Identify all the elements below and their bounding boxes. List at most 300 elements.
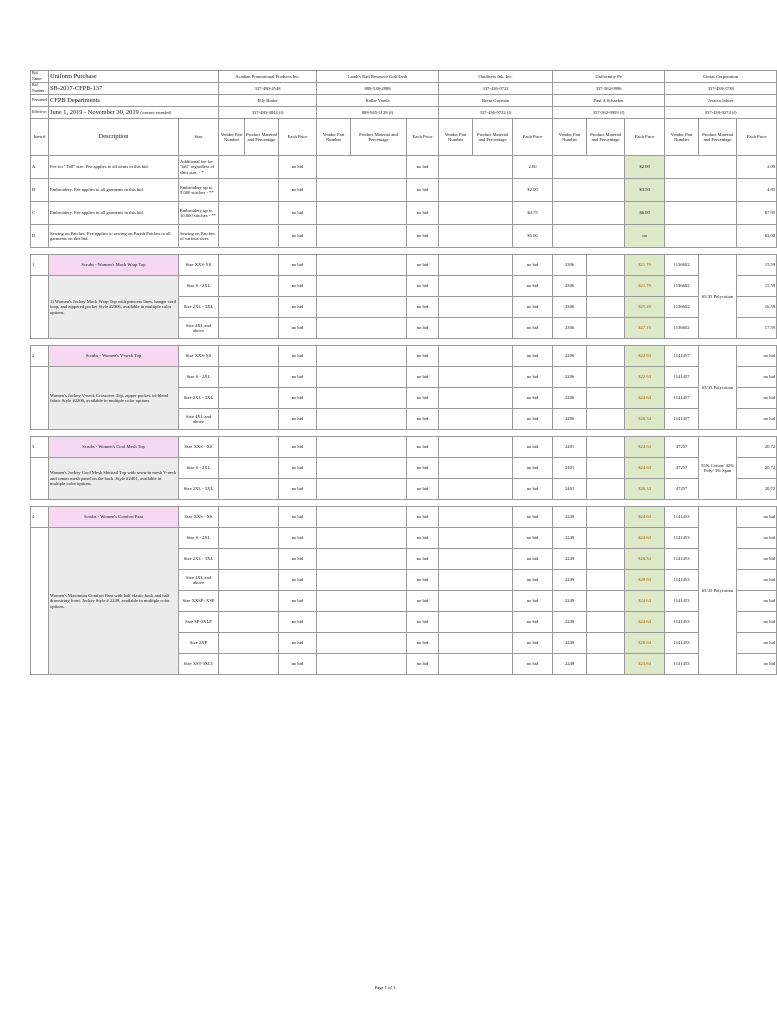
vendor-5-part-number: 1141457 — [665, 409, 699, 430]
vendor-5-part-number: 1141453 — [665, 633, 699, 654]
size-label: Size XST-3XLT — [179, 654, 219, 675]
vendor-5-fax: 337-439-9274 (f) — [665, 107, 777, 119]
addon-size: Embroidery up to 10,000 stitches - ** — [179, 202, 219, 225]
vendor-4-part-number: 2306 — [553, 297, 587, 318]
size-label: Size S - 2XL — [179, 458, 219, 479]
vendor-2-contact: Kallie Varela — [317, 95, 439, 107]
vendor-3-blank — [439, 591, 513, 612]
vendor-1-blank — [219, 367, 279, 388]
vendor-1-price: no bid — [279, 225, 317, 248]
vendor-5-part-number: 1141453 — [665, 507, 699, 528]
product-description: Women's Jockey V-neck Crossover Top, zipper pocket, tri-blend fabric Style #2206, available in multiple color options. — [49, 367, 179, 430]
vendor-3-price: no bid — [513, 633, 553, 654]
size-label: Size XXS-XS — [179, 255, 219, 276]
vendor-4-material — [587, 633, 625, 654]
vendor-3-phone: 337-436-9722 — [439, 83, 553, 95]
col-material-pct: Product Material and Percentage — [699, 119, 737, 156]
col-each-price: Each Price — [407, 119, 439, 156]
vendor-2-price: no bid — [407, 318, 439, 339]
vendor-2-price: no bid — [407, 633, 439, 654]
vendor-4-part-number: 2249 — [553, 528, 587, 549]
vendor-2-price: no bid — [407, 528, 439, 549]
vendor-4-price: $24.64 — [625, 458, 665, 479]
header-row — [31, 83, 777, 95]
vendor-3-blank — [439, 409, 513, 430]
vendor-1-fax: 337-480-3844 (f) — [219, 107, 317, 119]
vendor-4-blank — [553, 202, 625, 225]
vendor-3-price: no bid — [513, 479, 553, 500]
size-label: Size SP-3XLP — [179, 612, 219, 633]
vendor-5-material: 65/35 Polycotton — [699, 346, 737, 430]
vendor-3-blank — [439, 297, 513, 318]
vendor-1-price: no bid — [279, 633, 317, 654]
item-blank — [31, 367, 49, 430]
vendor-2-blank — [317, 409, 407, 430]
vendor-2-blank — [317, 458, 407, 479]
addon-row — [31, 156, 777, 179]
personnel-value: CFPB Departments — [49, 95, 219, 107]
vendor-3-blank — [439, 388, 513, 409]
vendor-2-price: no bid — [407, 276, 439, 297]
vendor-5-part-number: 47257 — [665, 437, 699, 458]
vendor-5-price: no bid — [737, 591, 777, 612]
vendor-1-blank — [219, 297, 279, 318]
vendor-5-material: 65/35 Polycotton — [699, 255, 737, 339]
size-label: Size XXS - XS — [179, 507, 219, 528]
col-each-price: Each Price — [513, 119, 553, 156]
col-size: Size — [179, 119, 219, 156]
vendor-3-blank — [439, 156, 513, 179]
product-row — [31, 346, 777, 367]
vendor-4-material — [587, 528, 625, 549]
vendor-1-blank — [219, 346, 279, 367]
vendor-1-blank — [219, 479, 279, 500]
vendor-2-blank — [317, 255, 407, 276]
vendor-5-price: no bid — [737, 633, 777, 654]
product-row — [31, 458, 777, 479]
vendor-4-price: $25.49 — [625, 297, 665, 318]
vendor-3-price: no bid — [513, 528, 553, 549]
vendor-1-blank — [219, 388, 279, 409]
addon-size: Additional fee for "tall" regardless of shirt size. - * — [179, 156, 219, 179]
vendor-2-price: no bid — [407, 507, 439, 528]
col-material-pct: Product Material and Percentage — [473, 119, 513, 156]
vendor-5-phone: 337-439-3738 — [665, 83, 777, 95]
vendor-4-material — [587, 654, 625, 675]
vendor-2-price: no bid — [407, 612, 439, 633]
personnel-label: Personnel — [31, 95, 49, 107]
vendor-4-phone: 337-562-9996 — [553, 83, 665, 95]
vendor-5-blank — [665, 156, 737, 179]
vendor-4-part-number: 2306 — [553, 318, 587, 339]
size-label: Size 2XL - 3XL — [179, 479, 219, 500]
vendor-3-price: no bid — [513, 654, 553, 675]
vendor-2-price: no bid — [407, 346, 439, 367]
vendor-4-material — [587, 346, 625, 367]
vendor-3-blank — [439, 276, 513, 297]
bid-table — [30, 70, 777, 675]
page-footer: Page 1 of 3 — [374, 985, 396, 990]
vendor-1-blank — [219, 507, 279, 528]
vendor-1-blank — [219, 458, 279, 479]
vendor-4-material — [587, 458, 625, 479]
vendor-3-blank — [439, 318, 513, 339]
product-row — [31, 528, 777, 549]
vendor-5-price: 20.72 — [737, 458, 777, 479]
vendor-3-price: no bid — [513, 507, 553, 528]
size-label: Size 2XL - 3XL — [179, 297, 219, 318]
vendor-2-blank — [317, 654, 407, 675]
vendor-5-part-number: 47257 — [665, 458, 699, 479]
product-description: Women's Jockey Cool Mesh Shirttail Top with sewn-in mesh V-neck and center mesh panel on the back. Style #2401, available in multiple color options. — [49, 458, 179, 500]
vendor-3-price: no bid — [513, 458, 553, 479]
vendor-4-part-number: 2401 — [553, 479, 587, 500]
product-title: Scrubs - Women's Comfort Pant — [49, 507, 179, 528]
vendor-5-price: 15.59 — [737, 276, 777, 297]
vendor-1-price: no bid — [279, 367, 317, 388]
vendor-4-price: $6.00 — [625, 202, 665, 225]
vendor-5-part-number: 1141453 — [665, 591, 699, 612]
vendor-2-blank — [317, 549, 407, 570]
product-row — [31, 437, 777, 458]
vendor-5-contact: Jessica Jaliter — [665, 95, 777, 107]
vendor-4-material — [587, 549, 625, 570]
vendor-5-price: no bid — [737, 549, 777, 570]
vendor-4-material — [587, 367, 625, 388]
vendor-5-part-number: 1141457 — [665, 346, 699, 367]
vendor-4-part-number: 2249 — [553, 570, 587, 591]
vendor-1-price: no bid — [279, 612, 317, 633]
vendor-3-price: no bid — [513, 318, 553, 339]
col-item: Item # — [31, 119, 49, 156]
item-number: 4 — [31, 507, 49, 528]
spacer-row — [31, 339, 777, 346]
vendor-3-blank — [439, 654, 513, 675]
vendor-5-price: no bid — [737, 507, 777, 528]
vendor-1-blank — [219, 549, 279, 570]
vendor-2-price: no bid — [407, 549, 439, 570]
vendor-3-price: no bid — [513, 255, 553, 276]
vendor-2-blank — [317, 507, 407, 528]
vendor-1-price: no bid — [279, 346, 317, 367]
vendor-2-price: no bid — [407, 367, 439, 388]
bid-number-value: SB-2017-CFPB-137 — [49, 83, 219, 95]
vendor-2-price: no bid — [407, 479, 439, 500]
vendor-1-blank — [219, 225, 279, 248]
vendor-4-price: $24.64 — [625, 507, 665, 528]
vendor-5-part-number: 47257 — [665, 479, 699, 500]
vendor-3-blank — [439, 346, 513, 367]
vendor-5-part-number: 1136602 — [665, 276, 699, 297]
col-material-pct: Product Material and Percentage — [245, 119, 279, 156]
vendor-3-price: $2.00 — [513, 179, 553, 202]
vendor-4-price: $26.34 — [625, 409, 665, 430]
vendor-1-blank — [219, 318, 279, 339]
col-each-price: Each Price — [625, 119, 665, 156]
vendor-1-price: no bid — [279, 255, 317, 276]
item-number: 1 — [31, 255, 49, 276]
vendor-1-price: no bid — [279, 297, 317, 318]
vendor-3-price: $5.00 — [513, 225, 553, 248]
vendor-4-fax: 337-562-9993 (f) — [553, 107, 665, 119]
vendor-1-blank — [219, 255, 279, 276]
vendor-5-price: no bid — [737, 612, 777, 633]
vendor-2-price: no bid — [407, 654, 439, 675]
col-vendor-part-number: Vendor Part Number — [553, 119, 587, 156]
vendor-1-price: no bid — [279, 654, 317, 675]
vendor-4-material — [587, 591, 625, 612]
vendor-4-material — [587, 479, 625, 500]
vendor-4-price: $21.79 — [625, 255, 665, 276]
addon-description: Embroidery. Fee applies to all garments in this bid. — [49, 179, 179, 202]
product-description: Women's Maximum Comfort Pant with half elastic back and half drawstring front. Jockey Style # 2249, available in multiple color options. — [49, 528, 179, 675]
vendor-1-blank — [219, 202, 279, 225]
vendor-4-price: $26.34 — [625, 479, 665, 500]
vendor-3-price: no bid — [513, 367, 553, 388]
item-number: D — [31, 225, 49, 248]
vendor-1-blank — [219, 276, 279, 297]
vendor-2-blank — [317, 528, 407, 549]
vendor-1-price: no bid — [279, 570, 317, 591]
item-number: C — [31, 202, 49, 225]
vendor-3-price: no bid — [513, 297, 553, 318]
vendor-4-blank — [553, 156, 625, 179]
bid-number-label: Bid Number: — [31, 83, 49, 95]
bid-sheet — [30, 70, 776, 675]
vendor-4-part-number: 2249 — [553, 549, 587, 570]
vendor-5-price: no bid — [737, 388, 777, 409]
vendor-3-price: no bid — [513, 409, 553, 430]
vendor-4-part-number: 2306 — [553, 255, 587, 276]
size-label: Size 4XL and above — [179, 570, 219, 591]
vendor-4-part-number: 2249 — [553, 591, 587, 612]
vendor-4-material — [587, 612, 625, 633]
vendor-2-price: no bid — [407, 225, 439, 248]
vendor-5-material: 55% Cotton/ 42% Poly/ 3% Span — [699, 437, 737, 500]
vendor-2-blank — [317, 612, 407, 633]
size-label: Size 2XP — [179, 633, 219, 654]
item-number: B — [31, 179, 49, 202]
size-label: Size S - 2XL — [179, 276, 219, 297]
vendor-2-blank — [317, 570, 407, 591]
vendor-4-part-number: 2249 — [553, 612, 587, 633]
vendor-4-material — [587, 437, 625, 458]
size-label: Size XXS-XS — [179, 346, 219, 367]
effective-dates-label: Effective: — [31, 107, 49, 119]
addon-size: Embroidery up to 5,000 stitches - ** — [179, 179, 219, 202]
size-label: Size S - 2XL — [179, 367, 219, 388]
vendor-2-blank — [317, 633, 407, 654]
vendor-2-price: no bid — [407, 388, 439, 409]
col-vendor-part-number: Vendor Part Number — [439, 119, 473, 156]
vendor-5-price: no bid — [737, 409, 777, 430]
vendor-3-blank — [439, 633, 513, 654]
vendor-4-price: $27.19 — [625, 318, 665, 339]
vendor-5-part-number: 1141453 — [665, 528, 699, 549]
vendor-5-part-number: 1141453 — [665, 549, 699, 570]
vendor-3-price: 2.00 — [513, 156, 553, 179]
vendor-3-blank — [439, 458, 513, 479]
vendor-4-blank — [553, 225, 625, 248]
vendor-5-blank — [665, 179, 737, 202]
bid-name-label: Bid Name: — [31, 71, 49, 83]
vendor-2-blank — [317, 225, 407, 248]
bid-name-value: Uniform Purchase — [49, 71, 219, 83]
vendor-4-material — [587, 276, 625, 297]
vendor-4-price: $26.34 — [625, 549, 665, 570]
addon-row — [31, 179, 777, 202]
header-row — [31, 107, 777, 119]
product-title: Scrubs - Women's Mock Wrap Top — [49, 255, 179, 276]
vendor-4-price: $22.94 — [625, 346, 665, 367]
vendor-4-price: $26.64 — [625, 633, 665, 654]
vendor-4-price: $24.64 — [625, 654, 665, 675]
vendor-1-price: no bid — [279, 156, 317, 179]
vendor-1-blank — [219, 633, 279, 654]
vendor-5-price: 4.95 — [737, 179, 777, 202]
header-row — [31, 95, 777, 107]
vendor-1-price: no bid — [279, 318, 317, 339]
spacer — [31, 430, 777, 437]
vendor-5-price: 20.72 — [737, 479, 777, 500]
vendor-5-price: 17.59 — [737, 318, 777, 339]
vendor-4-price: $24.64 — [625, 437, 665, 458]
vendor-5-material: 65/35 Polycotton — [699, 507, 737, 675]
vendor-1-price: no bid — [279, 528, 317, 549]
vendor-4-material — [587, 297, 625, 318]
vendor-1-blank — [219, 591, 279, 612]
vendor-2-blank — [317, 367, 407, 388]
vendor-2-price: no bid — [407, 255, 439, 276]
size-label: Size 2XL - 3XL — [179, 549, 219, 570]
product-title: Scrubs - Women's V-neck Top — [49, 346, 179, 367]
vendor-4-material — [587, 409, 625, 430]
vendor-2-price: no bid — [407, 458, 439, 479]
vendor-2-blank — [317, 179, 407, 202]
vendor-4-price: $2.00 — [625, 156, 665, 179]
vendor-4-price: $21.79 — [625, 276, 665, 297]
size-label: Size S - 2XL — [179, 528, 219, 549]
product-title: Scrubs - Women's Cool Mesh Top — [49, 437, 179, 458]
col-each-price: Each Price — [737, 119, 777, 156]
vendor-5-price: 16.59 — [737, 297, 777, 318]
vendor-1-blank — [219, 654, 279, 675]
spacer-row — [31, 500, 777, 507]
vendor-2-price: no bid — [407, 156, 439, 179]
vendor-2-blank — [317, 479, 407, 500]
spacer-row — [31, 430, 777, 437]
vendor-1-phone: 337-480-4548 — [219, 83, 317, 95]
vendor-4-price: $24.64 — [625, 591, 665, 612]
spacer — [31, 248, 777, 255]
vendor-5-price: no bid — [737, 570, 777, 591]
product-row — [31, 255, 777, 276]
vendor-1-name: Acadian Promotional Products Inc. — [219, 71, 317, 83]
vendor-4-part-number: 2206 — [553, 409, 587, 430]
vendor-5-price: $2.00 — [737, 225, 777, 248]
header-row — [31, 71, 777, 83]
vendor-5-price: 15.59 — [737, 255, 777, 276]
vendor-4-part-number: 2401 — [553, 437, 587, 458]
vendor-4-part-number: 2206 — [553, 346, 587, 367]
vendor-1-blank — [219, 409, 279, 430]
col-material-pct: Product Material and Percentage — [587, 119, 625, 156]
vendor-1-blank — [219, 528, 279, 549]
vendor-3-price: $4.75 — [513, 202, 553, 225]
vendor-3-blank — [439, 179, 513, 202]
vendor-2-price: no bid — [407, 179, 439, 202]
vendor-4-part-number: 2206 — [553, 388, 587, 409]
vendor-4-part-number: 2249 — [553, 633, 587, 654]
vendor-4-part-number: 2249 — [553, 654, 587, 675]
product-row — [31, 367, 777, 388]
addon-size: Sewing on Patches of various sizes — [179, 225, 219, 248]
vendor-1-price: no bid — [279, 179, 317, 202]
vendor-3-blank — [439, 202, 513, 225]
vendor-4-material — [587, 388, 625, 409]
vendor-5-part-number: 1136602 — [665, 255, 699, 276]
vendor-4-material — [587, 507, 625, 528]
vendor-1-price: no bid — [279, 202, 317, 225]
vendor-2-blank — [317, 437, 407, 458]
vendor-4-material — [587, 255, 625, 276]
vendor-3-price: no bid — [513, 591, 553, 612]
item-blank — [31, 528, 49, 675]
vendor-5-part-number: 1141457 — [665, 388, 699, 409]
vendor-2-fax: 888-945-1128 (f) — [317, 107, 439, 119]
product-row — [31, 507, 777, 528]
vendor-1-price: no bid — [279, 388, 317, 409]
vendor-4-price: $28.04 — [625, 570, 665, 591]
vendor-2-name: Lamb's Bail Resource Gulf/Irish — [317, 71, 439, 83]
vendor-2-blank — [317, 202, 407, 225]
col-description: Description — [49, 119, 179, 156]
vendor-2-price: no bid — [407, 202, 439, 225]
vendor-1-price: no bid — [279, 458, 317, 479]
vendor-2-blank — [317, 591, 407, 612]
size-label: Size XXSP- XSP — [179, 591, 219, 612]
size-label: Size 2XL - 3XL — [179, 388, 219, 409]
vendor-1-price: no bid — [279, 437, 317, 458]
item-number: 2 — [31, 346, 49, 367]
item-number: A — [31, 156, 49, 179]
vendor-5-name: Cintas Corporation — [665, 71, 777, 83]
size-label: Size 4XL and above — [179, 409, 219, 430]
vendor-4-price: $22.94 — [625, 367, 665, 388]
addon-row — [31, 225, 777, 248]
vendor-1-blank — [219, 179, 279, 202]
vendor-5-blank — [665, 202, 737, 225]
vendor-3-blank — [439, 612, 513, 633]
vendor-4-part-number: 2206 — [553, 367, 587, 388]
vendor-4-part-number: 2249 — [553, 507, 587, 528]
vendor-3-price: no bid — [513, 276, 553, 297]
vendor-3-blank — [439, 255, 513, 276]
vendor-3-price: no bid — [513, 612, 553, 633]
addon-description: Fee for "Tall" size. Fee applies to all items in this bid. — [49, 156, 179, 179]
vendor-3-price: no bid — [513, 346, 553, 367]
vendor-2-phone: 888-538-2888 — [317, 83, 439, 95]
vendor-1-blank — [219, 570, 279, 591]
vendor-2-blank — [317, 276, 407, 297]
vendor-1-price: no bid — [279, 507, 317, 528]
spacer — [31, 339, 777, 346]
vendor-4-part-number: 2401 — [553, 458, 587, 479]
vendor-3-price: no bid — [513, 388, 553, 409]
vendor-4-material — [587, 318, 625, 339]
spacer — [31, 500, 777, 507]
vendor-2-blank — [317, 318, 407, 339]
